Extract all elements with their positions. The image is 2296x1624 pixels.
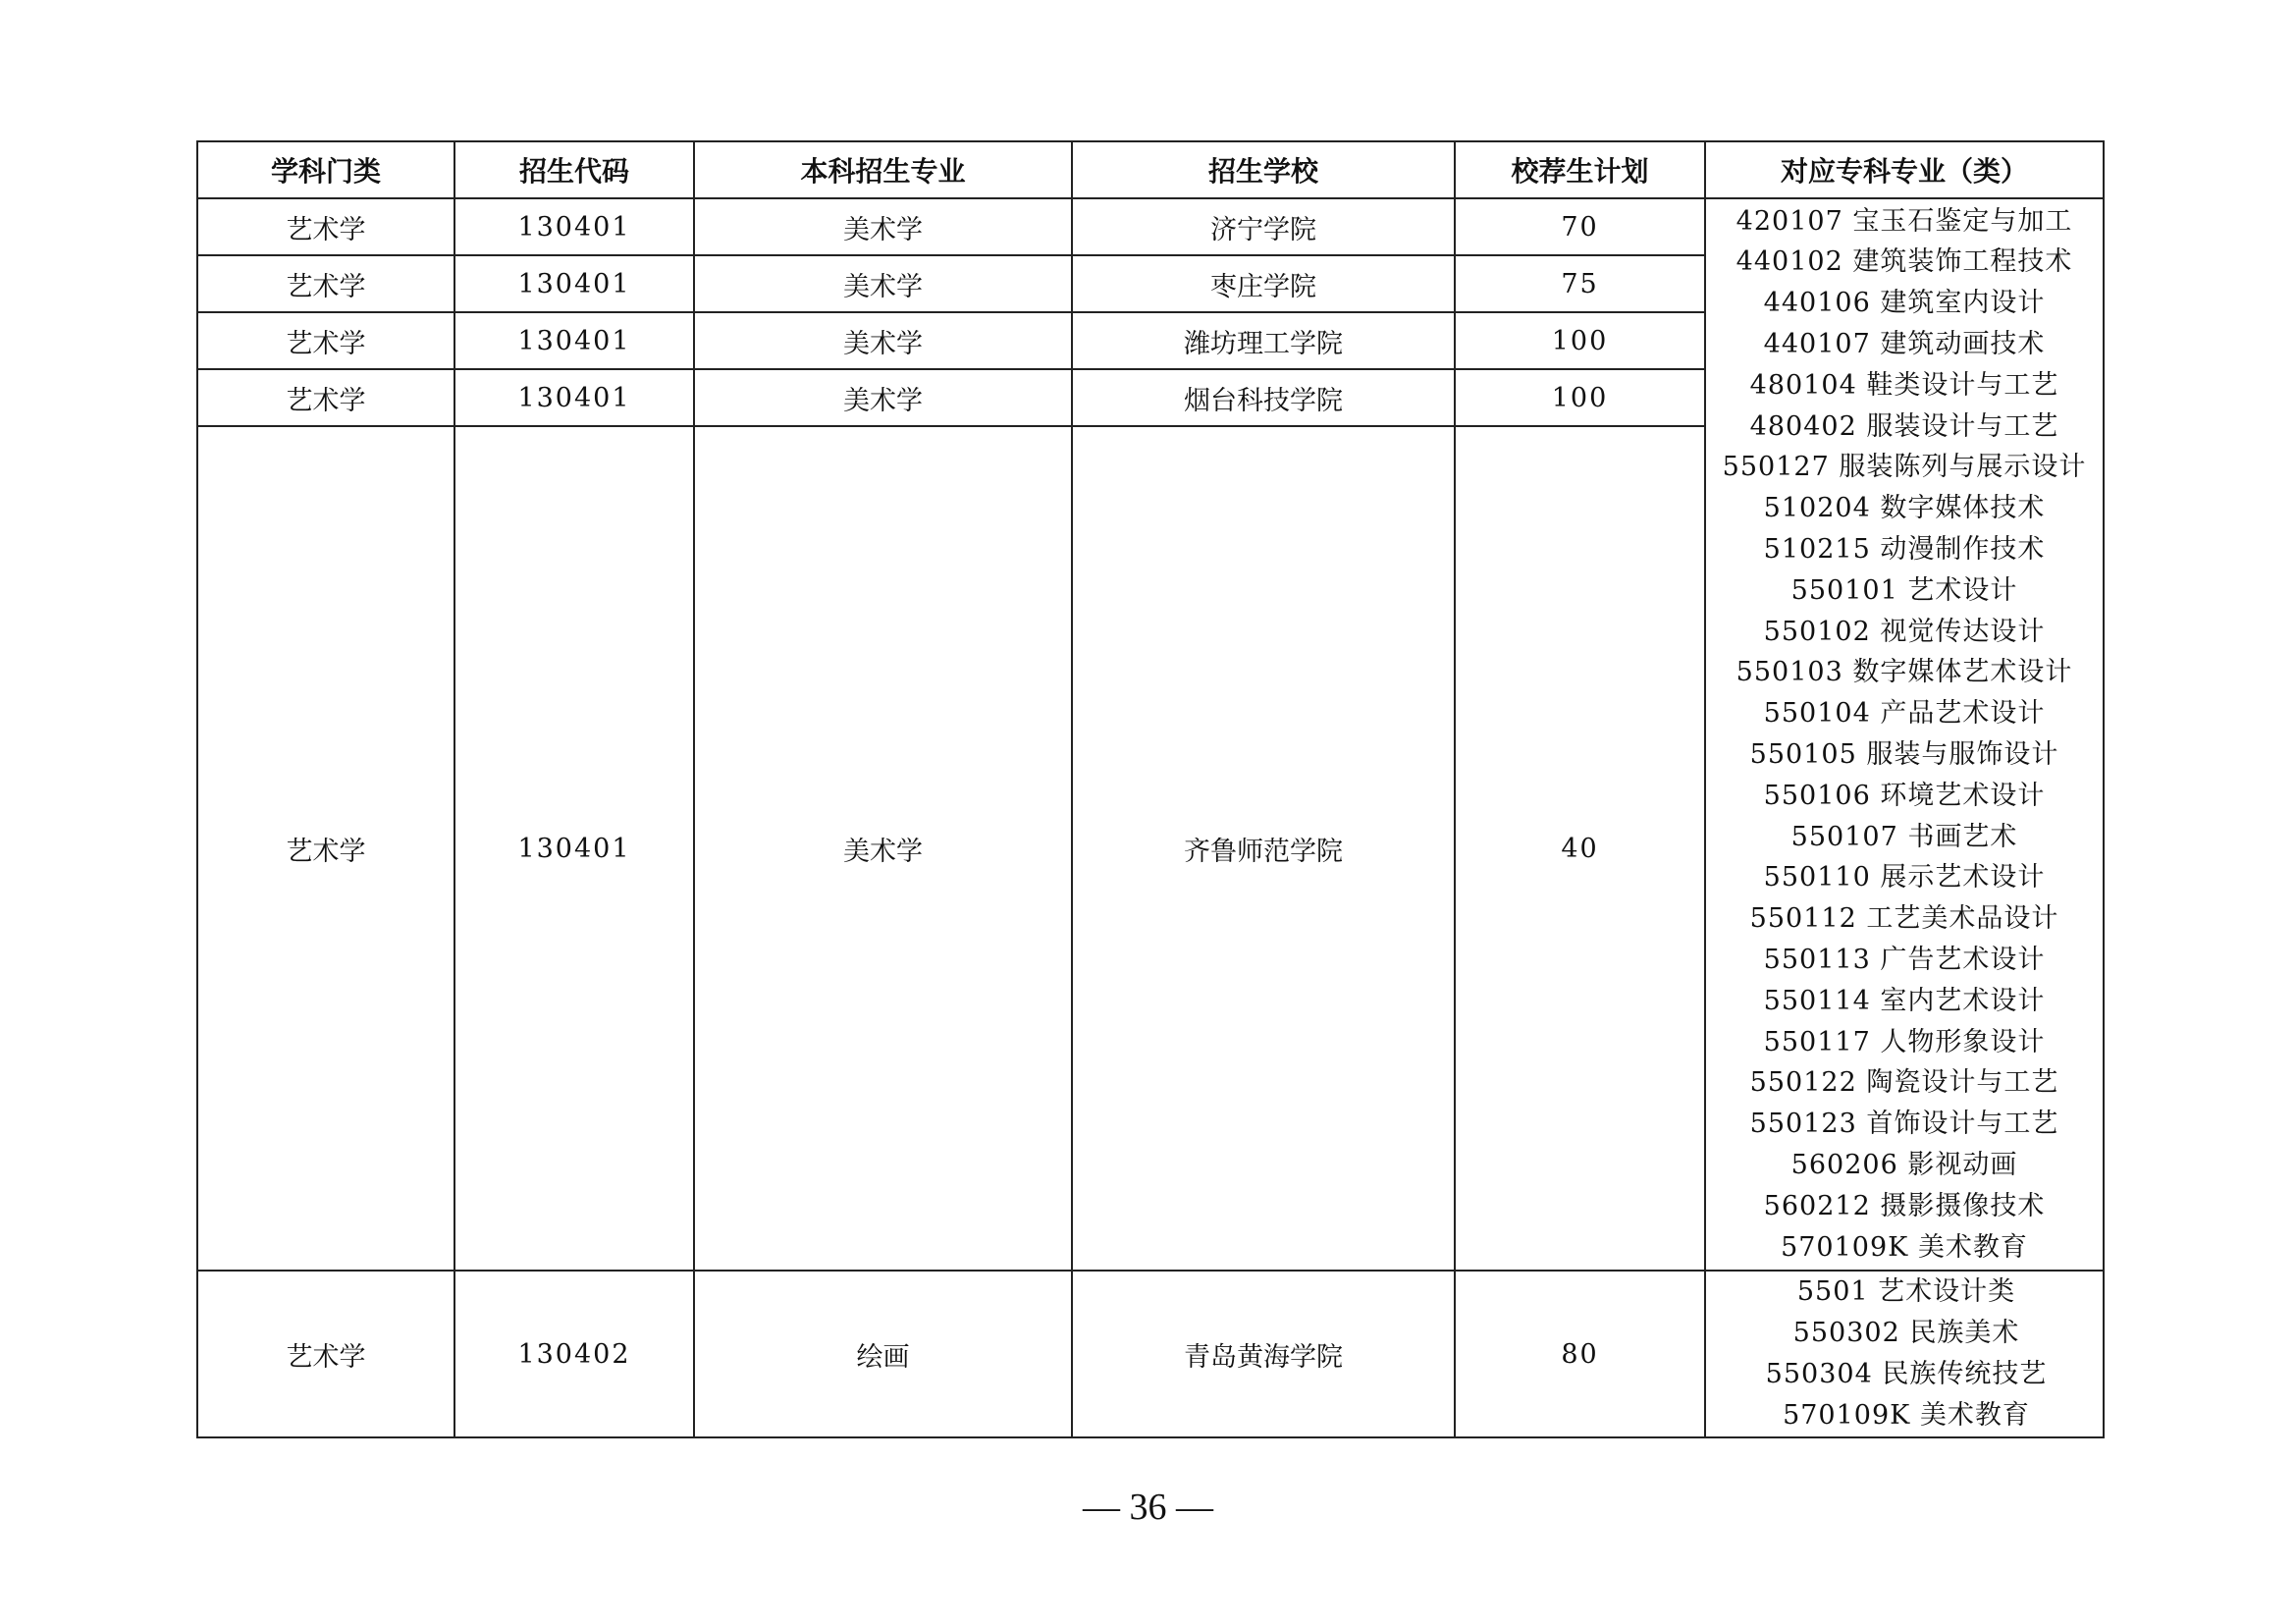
cell-category: 艺术学 [197,1271,454,1437]
related-major-item: 550105 服装与服饰设计 [1749,739,2059,770]
related-major-item: 550127 服装陈列与展示设计 [1722,452,2087,483]
table-row [197,198,2104,255]
related-major-item: 420107 宝玉石鉴定与加工 [1735,205,2073,237]
cell-code: 130401 [454,255,694,312]
cell-category: 艺术学 [197,255,454,312]
related-major-item: 5501 艺术设计类 [1796,1276,2016,1308]
related-major-item: 550110 展示艺术设计 [1763,862,2046,893]
cell-major: 美术学 [694,198,1072,255]
table-row [197,1271,2104,1437]
cell-code: 130401 [454,312,694,369]
header-code: 招生代码 [454,141,694,198]
related-majors-cell-1 [1705,198,2104,1271]
related-major-item: 550107 书画艺术 [1790,821,2018,852]
related-major-item: 550112 工艺美术品设计 [1749,903,2059,935]
cell-code: 130401 [454,369,694,426]
cell-major: 美术学 [694,255,1072,312]
enrollment-table [196,140,2105,1438]
cell-code: 130402 [454,1271,694,1437]
related-major-item: 440107 建筑动画技术 [1763,329,2046,360]
related-major-item: 550304 民族传统技艺 [1765,1359,2048,1389]
related-major-item: 550106 环境艺术设计 [1763,780,2046,811]
related-major-item: 550104 产品艺术设计 [1763,698,2046,730]
cell-plan: 80 [1455,1271,1705,1437]
header-plan: 校荐生计划 [1455,141,1705,198]
related-major-item: 550114 室内艺术设计 [1763,985,2046,1016]
related-major-item: 480402 服装设计与工艺 [1749,410,2059,442]
related-major-item: 550122 陶瓷设计与工艺 [1749,1067,2059,1099]
related-majors-list [1706,201,2103,1269]
cell-category: 艺术学 [197,312,454,369]
related-majors-cell-2 [1705,1271,2104,1437]
cell-code: 130401 [454,198,694,255]
related-major-item: 440102 建筑装饰工程技术 [1735,246,2073,278]
related-major-item: 570109K 美术教育 [1783,1399,2030,1431]
cell-plan: 70 [1455,198,1705,255]
related-majors-list [1710,1272,2103,1435]
cell-category: 艺术学 [197,198,454,255]
related-major-item: 550123 首饰设计与工艺 [1749,1109,2059,1140]
cell-school: 枣庄学院 [1072,255,1455,312]
header-school: 招生学校 [1072,141,1455,198]
cell-category: 艺术学 [197,426,454,1271]
cell-major: 绘画 [694,1271,1072,1437]
cell-plan: 40 [1455,426,1705,1271]
related-major-item: 440106 建筑室内设计 [1763,288,2046,319]
page-number: — 36 — [1083,1487,1213,1528]
cell-major: 美术学 [694,312,1072,369]
cell-major: 美术学 [694,369,1072,426]
related-major-item: 510215 动漫制作技术 [1763,534,2046,566]
table-header-row [197,141,2104,198]
cell-school: 潍坊理工学院 [1072,312,1455,369]
related-major-item: 570109K 美术教育 [1781,1231,2028,1263]
related-major-item: 510204 数字媒体技术 [1763,493,2046,524]
header-category: 学科门类 [197,141,454,198]
cell-school: 烟台科技学院 [1072,369,1455,426]
related-major-item: 550113 广告艺术设计 [1763,944,2046,975]
cell-plan: 100 [1455,369,1705,426]
cell-plan: 75 [1455,255,1705,312]
cell-school: 齐鲁师范学院 [1072,426,1455,1271]
cell-school: 青岛黄海学院 [1072,1271,1455,1437]
cell-code: 130401 [454,426,694,1271]
related-major-item: 550102 视觉传达设计 [1763,616,2046,647]
related-major-item: 560206 影视动画 [1790,1149,2018,1180]
header-major: 本科招生专业 [694,141,1072,198]
related-major-item: 550302 民族美术 [1792,1318,2020,1349]
cell-plan: 100 [1455,312,1705,369]
cell-school: 济宁学院 [1072,198,1455,255]
related-major-item: 560212 摄影摄像技术 [1763,1190,2046,1221]
related-major-item: 550101 艺术设计 [1790,574,2018,606]
related-major-item: 480104 鞋类设计与工艺 [1749,369,2059,401]
related-major-item: 550117 人物形象设计 [1763,1026,2046,1057]
cell-category: 艺术学 [197,369,454,426]
cell-major: 美术学 [694,426,1072,1271]
related-major-item: 550103 数字媒体艺术设计 [1735,657,2073,688]
header-related-majors: 对应专科专业（类） [1705,141,2104,198]
